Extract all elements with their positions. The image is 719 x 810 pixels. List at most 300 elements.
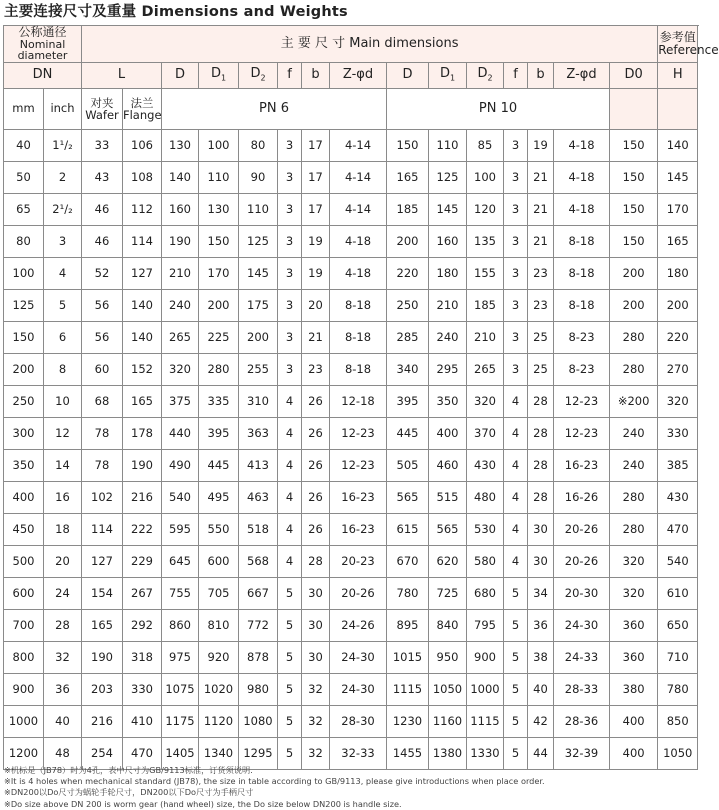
table-cell: 565: [387, 481, 429, 513]
table-cell: 28: [528, 481, 554, 513]
table-cell: 12-23: [554, 417, 610, 449]
d-header-pn10: D: [387, 62, 429, 88]
table-cell: 280: [610, 321, 658, 353]
header-row-1: [4, 26, 698, 63]
table-cell: 5: [278, 609, 302, 641]
table-cell: 30: [302, 609, 330, 641]
table-cell: 4: [44, 257, 82, 289]
table-cell: 17: [302, 161, 330, 193]
table-cell: 19: [528, 129, 554, 161]
table-cell: 40: [528, 673, 554, 705]
table-cell: 610: [658, 577, 698, 609]
table-cell: 755: [162, 577, 199, 609]
table-cell: 200: [4, 353, 44, 385]
table-cell: 8-18: [554, 289, 610, 321]
table-cell: 150: [4, 321, 44, 353]
table-cell: 1455: [387, 737, 429, 769]
table-cell: 30: [302, 641, 330, 673]
table-cell: 56: [82, 321, 123, 353]
table-cell: 52: [82, 257, 123, 289]
table-cell: 12-23: [554, 385, 610, 417]
table-row: [4, 417, 698, 449]
table-cell: 1340: [199, 737, 239, 769]
table-cell: 490: [162, 449, 199, 481]
table-cell: 4-18: [330, 225, 387, 257]
table-cell: 78: [82, 449, 123, 481]
table-cell: 160: [429, 225, 467, 257]
table-cell: 4-18: [330, 257, 387, 289]
table-cell: 950: [429, 641, 467, 673]
table-cell: 8-18: [330, 321, 387, 353]
table-cell: 980: [239, 673, 278, 705]
table-cell: 68: [82, 385, 123, 417]
table-row: [4, 321, 698, 353]
reference-cn-label: 参考值: [659, 30, 696, 45]
table-cell: 190: [162, 225, 199, 257]
table-row: [4, 577, 698, 609]
table-cell: 130: [162, 129, 199, 161]
table-row: [4, 193, 698, 225]
table-cell: 150: [610, 225, 658, 257]
page-title: 主要连接尺寸及重量 Dimensions and Weights: [4, 4, 348, 20]
table-cell: 56: [82, 289, 123, 321]
table-cell: 24: [44, 577, 82, 609]
table-cell: 185: [467, 289, 504, 321]
table-cell: 165: [387, 161, 429, 193]
table-cell: 14: [44, 449, 82, 481]
table-cell: 285: [387, 321, 429, 353]
table-cell: 240: [610, 449, 658, 481]
table-cell: 470: [123, 737, 162, 769]
table-cell: 800: [4, 641, 44, 673]
d1-header-pn10: [429, 62, 467, 88]
table-cell: 65: [4, 193, 44, 225]
table-cell: 8-18: [330, 353, 387, 385]
table-cell: 30: [528, 513, 554, 545]
table-cell: 318: [123, 641, 162, 673]
table-cell: 32-33: [330, 737, 387, 769]
table-cell: 18: [44, 513, 82, 545]
table-cell: 140: [658, 129, 698, 161]
table-cell: 154: [82, 577, 123, 609]
table-cell: 320: [610, 545, 658, 577]
table-cell: 8-23: [554, 321, 610, 353]
table-cell: 24-30: [330, 641, 387, 673]
table-row: [4, 481, 698, 513]
table-cell: 135: [467, 225, 504, 257]
table-cell: 21: [528, 193, 554, 225]
table-cell: 3: [504, 129, 528, 161]
table-cell: 145: [658, 161, 698, 193]
table-cell: 140: [123, 321, 162, 353]
table-cell: 5: [504, 577, 528, 609]
table-cell: 3: [278, 193, 302, 225]
table-cell: 860: [162, 609, 199, 641]
table-cell: 615: [387, 513, 429, 545]
table-cell: 850: [658, 705, 698, 737]
table-cell: 400: [429, 417, 467, 449]
d2-sub: 2: [260, 73, 266, 83]
wafer-cn-label: 对夹: [90, 95, 114, 110]
table-cell: 110: [199, 161, 239, 193]
table-cell: 12: [44, 417, 82, 449]
table-cell: 1020: [199, 673, 239, 705]
table-cell: 165: [82, 609, 123, 641]
table-cell: 565: [429, 513, 467, 545]
table-cell: 130: [199, 193, 239, 225]
table-cell: 370: [467, 417, 504, 449]
table-cell: 34: [528, 577, 554, 609]
b-header-pn6: b: [302, 62, 330, 88]
d-header-pn6: D: [162, 62, 199, 88]
table-cell: 900: [467, 641, 504, 673]
table-cell: 26: [302, 385, 330, 417]
pn10-header: PN 10: [387, 88, 610, 129]
table-cell: 5: [278, 641, 302, 673]
table-cell: 28-30: [330, 705, 387, 737]
table-cell: 127: [82, 545, 123, 577]
f-header-pn6: f: [278, 62, 302, 88]
table-row: [4, 161, 698, 193]
table-cell: 595: [162, 513, 199, 545]
table-cell: 80: [239, 129, 278, 161]
table-cell: 28: [302, 545, 330, 577]
flange-cn-label: 法兰: [130, 95, 154, 110]
table-cell: 780: [387, 577, 429, 609]
table-cell: 4: [504, 449, 528, 481]
table-cell: 20-26: [554, 545, 610, 577]
table-cell: 265: [467, 353, 504, 385]
reference-en-label: Reference: [658, 42, 719, 57]
table-cell: 568: [239, 545, 278, 577]
table-cell: 150: [387, 129, 429, 161]
table-cell: 12-18: [330, 385, 387, 417]
table-cell: 440: [162, 417, 199, 449]
table-cell: 16-23: [330, 513, 387, 545]
table-cell: 78: [82, 417, 123, 449]
wafer-header: [82, 88, 123, 129]
table-cell: 1330: [467, 737, 504, 769]
table-cell: 267: [123, 577, 162, 609]
table-cell: 500: [4, 545, 44, 577]
table-cell: 24-30: [330, 673, 387, 705]
table-cell: 8-18: [330, 289, 387, 321]
table-cell: 515: [429, 481, 467, 513]
table-cell: 645: [162, 545, 199, 577]
d2-label: D: [250, 65, 261, 81]
table-cell: 895: [387, 609, 429, 641]
table-cell: 216: [123, 481, 162, 513]
nominal-en2-label: diameter: [17, 49, 68, 63]
table-cell: 17: [302, 129, 330, 161]
table-cell: 8-23: [554, 353, 610, 385]
table-cell: 42: [528, 705, 554, 737]
table-cell: 108: [123, 161, 162, 193]
table-cell: 1000: [4, 705, 44, 737]
table-cell: 165: [658, 225, 698, 257]
table-cell: 100: [199, 129, 239, 161]
table-cell: 165: [123, 385, 162, 417]
table-cell: ※200: [610, 385, 658, 417]
pn6-header: PN 6: [162, 88, 387, 129]
nominal-cn-label: 公称通径: [18, 25, 67, 39]
table-cell: 203: [82, 673, 123, 705]
table-cell: 229: [123, 545, 162, 577]
table-cell: 280: [199, 353, 239, 385]
table-cell: 175: [239, 289, 278, 321]
table-cell: 20-30: [554, 577, 610, 609]
table-cell: 360: [610, 641, 658, 673]
table-cell: 480: [467, 481, 504, 513]
table-cell: 700: [4, 609, 44, 641]
table-cell: 85: [467, 129, 504, 161]
table-cell: 3: [278, 161, 302, 193]
table-cell: 710: [658, 641, 698, 673]
table-cell: 8-18: [554, 257, 610, 289]
table-cell: 878: [239, 641, 278, 673]
table-cell: 16: [44, 481, 82, 513]
table-cell: 310: [239, 385, 278, 417]
table-cell: 920: [199, 641, 239, 673]
table-cell: 360: [610, 609, 658, 641]
table-cell: 210: [162, 257, 199, 289]
table-cell: 152: [123, 353, 162, 385]
zd-header-pn10: Z-φd: [554, 62, 610, 88]
table-cell: 4-14: [330, 161, 387, 193]
nominal-en1-label: Nominal: [19, 37, 66, 51]
table-cell: 335: [199, 385, 239, 417]
table-cell: 127: [123, 257, 162, 289]
table-cell: 170: [658, 193, 698, 225]
table-cell: 106: [123, 129, 162, 161]
table-cell: 100: [467, 161, 504, 193]
table-cell: 28-33: [554, 673, 610, 705]
table-cell: 5: [44, 289, 82, 321]
table-cell: 46: [82, 225, 123, 257]
table-cell: 705: [199, 577, 239, 609]
header-row-3: [4, 88, 698, 129]
table-cell: 3: [504, 257, 528, 289]
table-cell: 3: [278, 289, 302, 321]
table-cell: 395: [387, 385, 429, 417]
table-cell: 32: [302, 705, 330, 737]
table-cell: 5: [278, 673, 302, 705]
table-cell: 5: [504, 737, 528, 769]
reference-spacer: [658, 88, 698, 129]
table-cell: 445: [199, 449, 239, 481]
table-cell: 50: [4, 161, 44, 193]
table-cell: 5: [504, 705, 528, 737]
table-cell: 6: [44, 321, 82, 353]
table-cell: 3: [278, 129, 302, 161]
table-cell: 80: [4, 225, 44, 257]
table-cell: 540: [658, 545, 698, 577]
table-cell: 190: [82, 641, 123, 673]
table-cell: 3: [504, 161, 528, 193]
table-cell: 413: [239, 449, 278, 481]
table-cell: 320: [162, 353, 199, 385]
table-cell: 2: [44, 161, 82, 193]
table-cell: 8-18: [554, 225, 610, 257]
table-cell: 25: [528, 353, 554, 385]
d0-header: D0: [610, 62, 658, 88]
table-cell: 620: [429, 545, 467, 577]
table-cell: 3: [278, 225, 302, 257]
table-cell: 4: [278, 417, 302, 449]
table-cell: 1075: [162, 673, 199, 705]
table-cell: 1405: [162, 737, 199, 769]
d2-header-pn10: [467, 62, 504, 88]
table-row: [4, 385, 698, 417]
table-cell: 3: [44, 225, 82, 257]
table-cell: 975: [162, 641, 199, 673]
table-cell: 1230: [387, 705, 429, 737]
table-row: [4, 225, 698, 257]
table-cell: 280: [610, 353, 658, 385]
table-cell: 5: [504, 673, 528, 705]
d1-header-pn6: [199, 62, 239, 88]
table-cell: 26: [302, 417, 330, 449]
table-cell: 780: [658, 673, 698, 705]
table-cell: 670: [387, 545, 429, 577]
b-header-pn10: b: [528, 62, 554, 88]
table-cell: 540: [162, 481, 199, 513]
table-cell: 28: [528, 385, 554, 417]
table-cell: 17: [302, 193, 330, 225]
table-cell: 43: [82, 161, 123, 193]
table-cell: 90: [239, 161, 278, 193]
header-row-2: [4, 62, 698, 88]
table-cell: 1115: [467, 705, 504, 737]
table-cell: 1¹/₂: [44, 129, 82, 161]
table-cell: 48: [44, 737, 82, 769]
table-cell: 25: [528, 321, 554, 353]
table-cell: 28-36: [554, 705, 610, 737]
table-cell: 3: [278, 257, 302, 289]
table-cell: 3: [504, 353, 528, 385]
table-cell: 16-26: [554, 481, 610, 513]
table-cell: 772: [239, 609, 278, 641]
nominal-diameter-header: [4, 26, 82, 63]
f-header-pn10: f: [504, 62, 528, 88]
table-cell: 600: [4, 577, 44, 609]
table-cell: 1380: [429, 737, 467, 769]
table-cell: 170: [199, 257, 239, 289]
table-cell: 30: [302, 577, 330, 609]
table-cell: 795: [467, 609, 504, 641]
table-cell: 19: [302, 257, 330, 289]
table-cell: 32: [44, 641, 82, 673]
table-cell: 5: [504, 641, 528, 673]
table-cell: 222: [123, 513, 162, 545]
table-cell: 200: [387, 225, 429, 257]
table-cell: 200: [239, 321, 278, 353]
d1-label: D: [210, 65, 221, 81]
table-cell: 28: [528, 449, 554, 481]
table-cell: 320: [467, 385, 504, 417]
table-cell: 150: [610, 193, 658, 225]
table-row: [4, 609, 698, 641]
table-cell: 400: [4, 481, 44, 513]
table-cell: 10: [44, 385, 82, 417]
table-cell: 140: [123, 289, 162, 321]
table-cell: 210: [429, 289, 467, 321]
table-cell: 4-18: [554, 161, 610, 193]
table-cell: 110: [239, 193, 278, 225]
table-cell: 5: [278, 705, 302, 737]
reference-header: [658, 26, 719, 63]
table-cell: 400: [610, 705, 658, 737]
table-cell: 320: [610, 577, 658, 609]
table-row: [4, 705, 698, 737]
table-cell: 2¹/₂: [44, 193, 82, 225]
table-cell: 550: [199, 513, 239, 545]
table-cell: 470: [658, 513, 698, 545]
table-cell: 1050: [658, 737, 698, 769]
table-cell: 28: [44, 609, 82, 641]
table-cell: 12-23: [330, 449, 387, 481]
table-cell: 1080: [239, 705, 278, 737]
table-cell: 200: [658, 289, 698, 321]
reference-spacer: [610, 88, 658, 129]
table-cell: 200: [199, 289, 239, 321]
table-cell: 430: [658, 481, 698, 513]
dn-header: DN: [4, 62, 82, 88]
table-cell: 16-23: [554, 449, 610, 481]
l-header: L: [82, 62, 162, 88]
d2-label: D: [477, 65, 488, 81]
table-cell: 265: [162, 321, 199, 353]
table-cell: 667: [239, 577, 278, 609]
table-cell: 3: [504, 289, 528, 321]
table-cell: 28: [528, 417, 554, 449]
table-cell: 4: [504, 417, 528, 449]
table-cell: 250: [387, 289, 429, 321]
h-header: H: [658, 62, 698, 88]
table-cell: 340: [387, 353, 429, 385]
inch-header: inch: [44, 88, 82, 129]
table-cell: 280: [610, 513, 658, 545]
table-cell: 3: [278, 321, 302, 353]
table-row: [4, 545, 698, 577]
table-cell: 330: [658, 417, 698, 449]
table-row: [4, 641, 698, 673]
table-cell: 21: [528, 161, 554, 193]
table-cell: 155: [467, 257, 504, 289]
table-cell: 4-14: [330, 129, 387, 161]
table-cell: 114: [82, 513, 123, 545]
table-cell: 20-26: [330, 577, 387, 609]
zd-header-pn6: Z-φd: [330, 62, 387, 88]
d1-label: D: [439, 65, 450, 81]
table-cell: 1000: [467, 673, 504, 705]
table-cell: 20-23: [330, 545, 387, 577]
table-cell: 5: [504, 609, 528, 641]
table-cell: 3: [278, 353, 302, 385]
table-cell: 225: [199, 321, 239, 353]
wafer-en-label: Wafer: [85, 107, 119, 122]
table-cell: 450: [4, 513, 44, 545]
table-cell: 240: [610, 417, 658, 449]
table-cell: 3: [504, 225, 528, 257]
table-cell: 4: [278, 481, 302, 513]
table-cell: 240: [162, 289, 199, 321]
table-cell: 12-23: [330, 417, 387, 449]
table-cell: 580: [467, 545, 504, 577]
dimensions-table: [3, 25, 719, 770]
table-cell: 19: [302, 225, 330, 257]
table-cell: 4: [504, 545, 528, 577]
